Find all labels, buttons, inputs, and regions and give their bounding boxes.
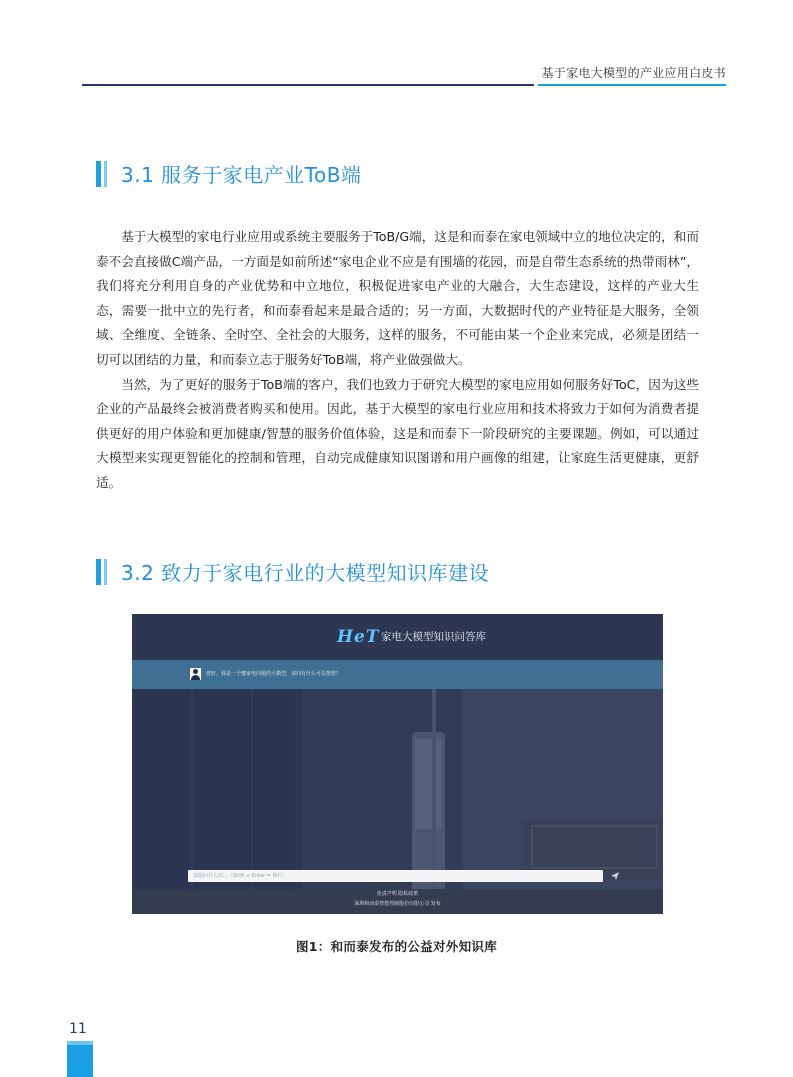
send-icon[interactable] <box>610 871 620 881</box>
section-title: 3.1 服务于家电产业ToB端 <box>121 163 362 187</box>
app-logo: HeT <box>337 627 380 647</box>
section-heading-3-2 <box>96 557 489 586</box>
footer-links[interactable]: 免责声明 隐私政策 <box>376 891 419 897</box>
footer-company: 深圳和而泰智能控制股份有限公司 发布 <box>354 901 441 907</box>
paragraph: 当然，为了更好的服务于ToB端的客户，我们也致力于研究大模型的家电应用如何服务好ToC，因为这些企业的产品最终会被消费者购买和使用。因此，基于大模型的家电行业应用和技术将致力于如何为消费者提供更好的用户体验和更加健康/智慧的服务价值体验，这是和而泰下一阶段研究的主要课题。例如，可以通过大模型来实现更智能化的控制和管理，自动完成健康知识图谱和用户画像的组建，让家庭生活更健康，更舒适。 <box>96 376 699 490</box>
header-rule-accent <box>538 84 726 86</box>
heading-bar-icon <box>96 559 107 585</box>
room-background-image <box>132 614 663 914</box>
figure-caption: 图1：和而泰发布的公益对外知识库 <box>296 939 497 954</box>
heading-bar-icon <box>96 161 107 187</box>
input-placeholder: 请提问什么的…（Shift + Enter = 换行） <box>193 873 288 879</box>
paragraph: 基于大模型的家电行业应用或系统主要服务于ToB/G端，这是和而泰在家电领域中立的地位决定的，和而泰不会直接做C端产品，一方面是如前所述“家电企业不应是有围墙的花园，而是自带生态系统的热带雨林”，我们将充分利用自身的产业优势和中立地位，积极促进家电产业的大融合，大生态建设，这样的产业大生态，需要一批中立的先行者，和而泰看起来是最合适的；另一方面，大数据时代的产业特征是大服务，全领域、全维度、全链条、全时空、全社会的大服务，这样的服务，不可能由某一个企业来完成，必须是团结一切可以团结的力量，和而泰立志于服务好ToB端，将产业做强做大。 <box>96 229 699 367</box>
bot-avatar-icon <box>190 668 201 680</box>
header-rule-dark <box>82 84 534 86</box>
page-number: 11 <box>69 1021 87 1037</box>
header-title: 基于家电大模型的产业应用白皮书 <box>541 66 726 80</box>
page-number-block <box>67 1041 93 1077</box>
question-input[interactable] <box>188 870 603 882</box>
section-title: 3.2 致力于家电行业的大模型知识库建设 <box>121 561 490 585</box>
app-name: 家电大模型知识问答库 <box>381 631 486 643</box>
greeting-text: 您好，我是一个懂家电问题的大模型，请问有什么可以帮您？ <box>206 671 342 677</box>
figure-screenshot <box>132 614 663 914</box>
chat-message-bar <box>132 660 663 689</box>
section-body-3-1 <box>96 225 699 496</box>
section-heading-3-1 <box>96 159 361 188</box>
